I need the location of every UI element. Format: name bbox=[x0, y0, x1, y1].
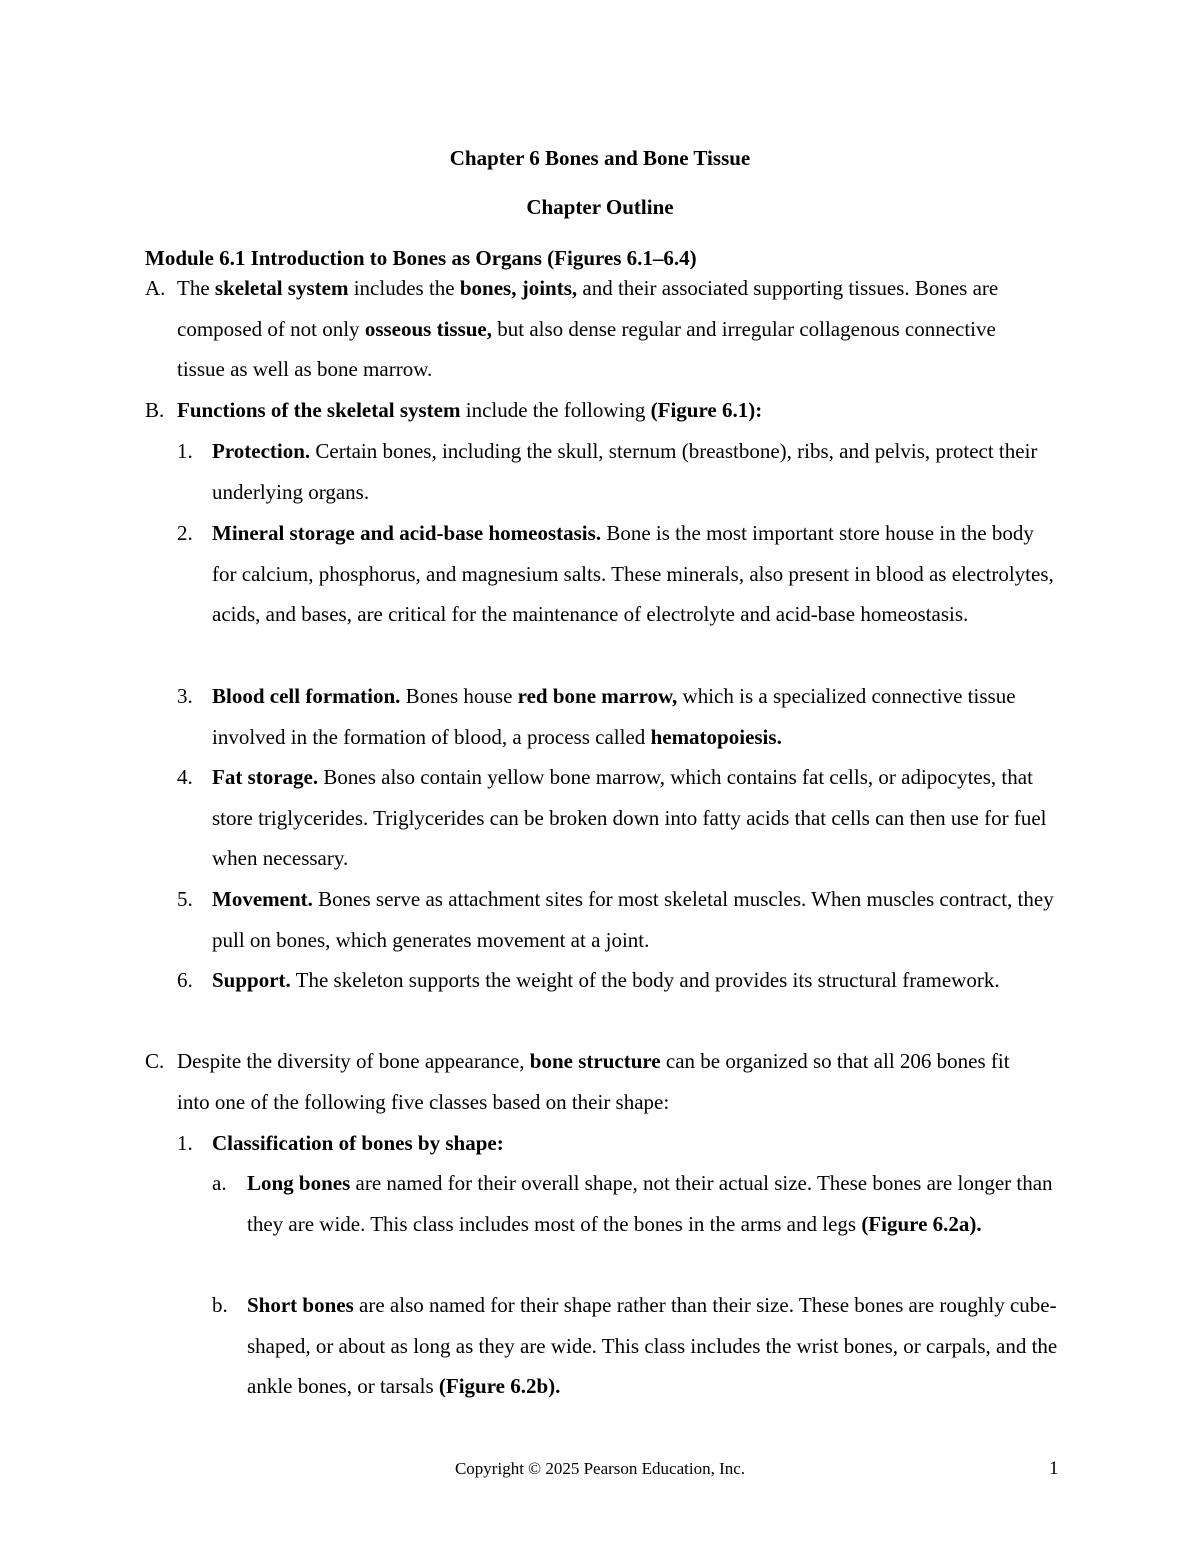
function-5-text: Movement. Bones serve as attachment sites for most skeletal muscles. When muscles contract, they pull on bones, which generates movement at a joint. bbox=[212, 887, 1054, 952]
function-6-text: Support. The skeleton supports the weight of the body and provides its structural framework. bbox=[212, 968, 1000, 992]
copyright-footer: Copyright © 2025 Pearson Education, Inc. bbox=[454, 1459, 746, 1478]
short-bones-marker: b. bbox=[212, 1293, 228, 1317]
long-bones-text: Long bones are named for their overall shape, not their actual size. These bones are longer than they are wide. This class includes most of the bones in the arms and legs (Figure 6.2a). bbox=[247, 1171, 1053, 1236]
section-a-marker: A. bbox=[145, 276, 166, 300]
function-2-marker: 2. bbox=[177, 521, 193, 545]
function-4-marker: 4. bbox=[177, 765, 193, 789]
page-number: 1 bbox=[1049, 1458, 1059, 1479]
section-c-marker: C. bbox=[145, 1049, 165, 1073]
function-3-text: Blood cell formation. Bones house red bone marrow, which is a specialized connective tissue involved in the formation of blood, a process called hematopoiesis. bbox=[212, 684, 1016, 749]
section-c-text: Despite the diversity of bone appearance, bone structure can be organized so that all 206 bones fit into one of the following five classes based on their shape: bbox=[177, 1049, 1010, 1114]
function-4-text: Fat storage. Bones also contain yellow bone marrow, which contains fat cells, or adipocytes, that store triglycerides. Triglycerides can be broken down into fatty acids that cells can then use for fuel when necessary. bbox=[212, 765, 1047, 871]
section-a-text: The skeletal system includes the bones, joints, and their associated supporting tissues. Bones are composed of not only osseous tissue, but also dense regular and irregular collagenous connective tissue as well as bone marrow. bbox=[177, 276, 999, 382]
function-1-marker: 1. bbox=[177, 439, 193, 463]
function-5-marker: 5. bbox=[177, 887, 193, 911]
short-bones-text: Short bones are also named for their shape rather than their size. These bones are roughly cube-shaped, or about as long as they are wide. This class includes the wrist bones, or carpals, and the ankle bones, or tarsals (Figure 6.2b). bbox=[247, 1293, 1058, 1399]
module-heading: Module 6.1 Introduction to Bones as Organs (Figures 6.1–6.4) bbox=[145, 246, 697, 270]
page-title: Chapter 6 Bones and Bone Tissue bbox=[449, 146, 751, 170]
section-b-marker: B. bbox=[145, 398, 165, 422]
function-3-marker: 3. bbox=[177, 684, 193, 708]
function-1-text: Protection. Certain bones, including the skull, sternum (breastbone), ribs, and pelvis, protect their underlying organs. bbox=[212, 439, 1038, 504]
long-bones-marker: a. bbox=[212, 1171, 227, 1195]
page-subtitle: Chapter Outline bbox=[526, 195, 674, 219]
function-6-marker: 6. bbox=[177, 968, 193, 992]
classification-marker: 1. bbox=[177, 1131, 193, 1155]
section-b-text: Functions of the skeletal system include the following (Figure 6.1): bbox=[177, 398, 763, 422]
classification-label: Classification of bones by shape: bbox=[212, 1131, 504, 1155]
function-2-text: Mineral storage and acid-base homeostasis. Bone is the most important store house in the body for calcium, phosphorus, and magnesium salts. These minerals, also present in blood as electrolytes, acids, and bases, are critical for the maintenance of electrolyte and acid-base homeostasis. bbox=[212, 521, 1054, 627]
